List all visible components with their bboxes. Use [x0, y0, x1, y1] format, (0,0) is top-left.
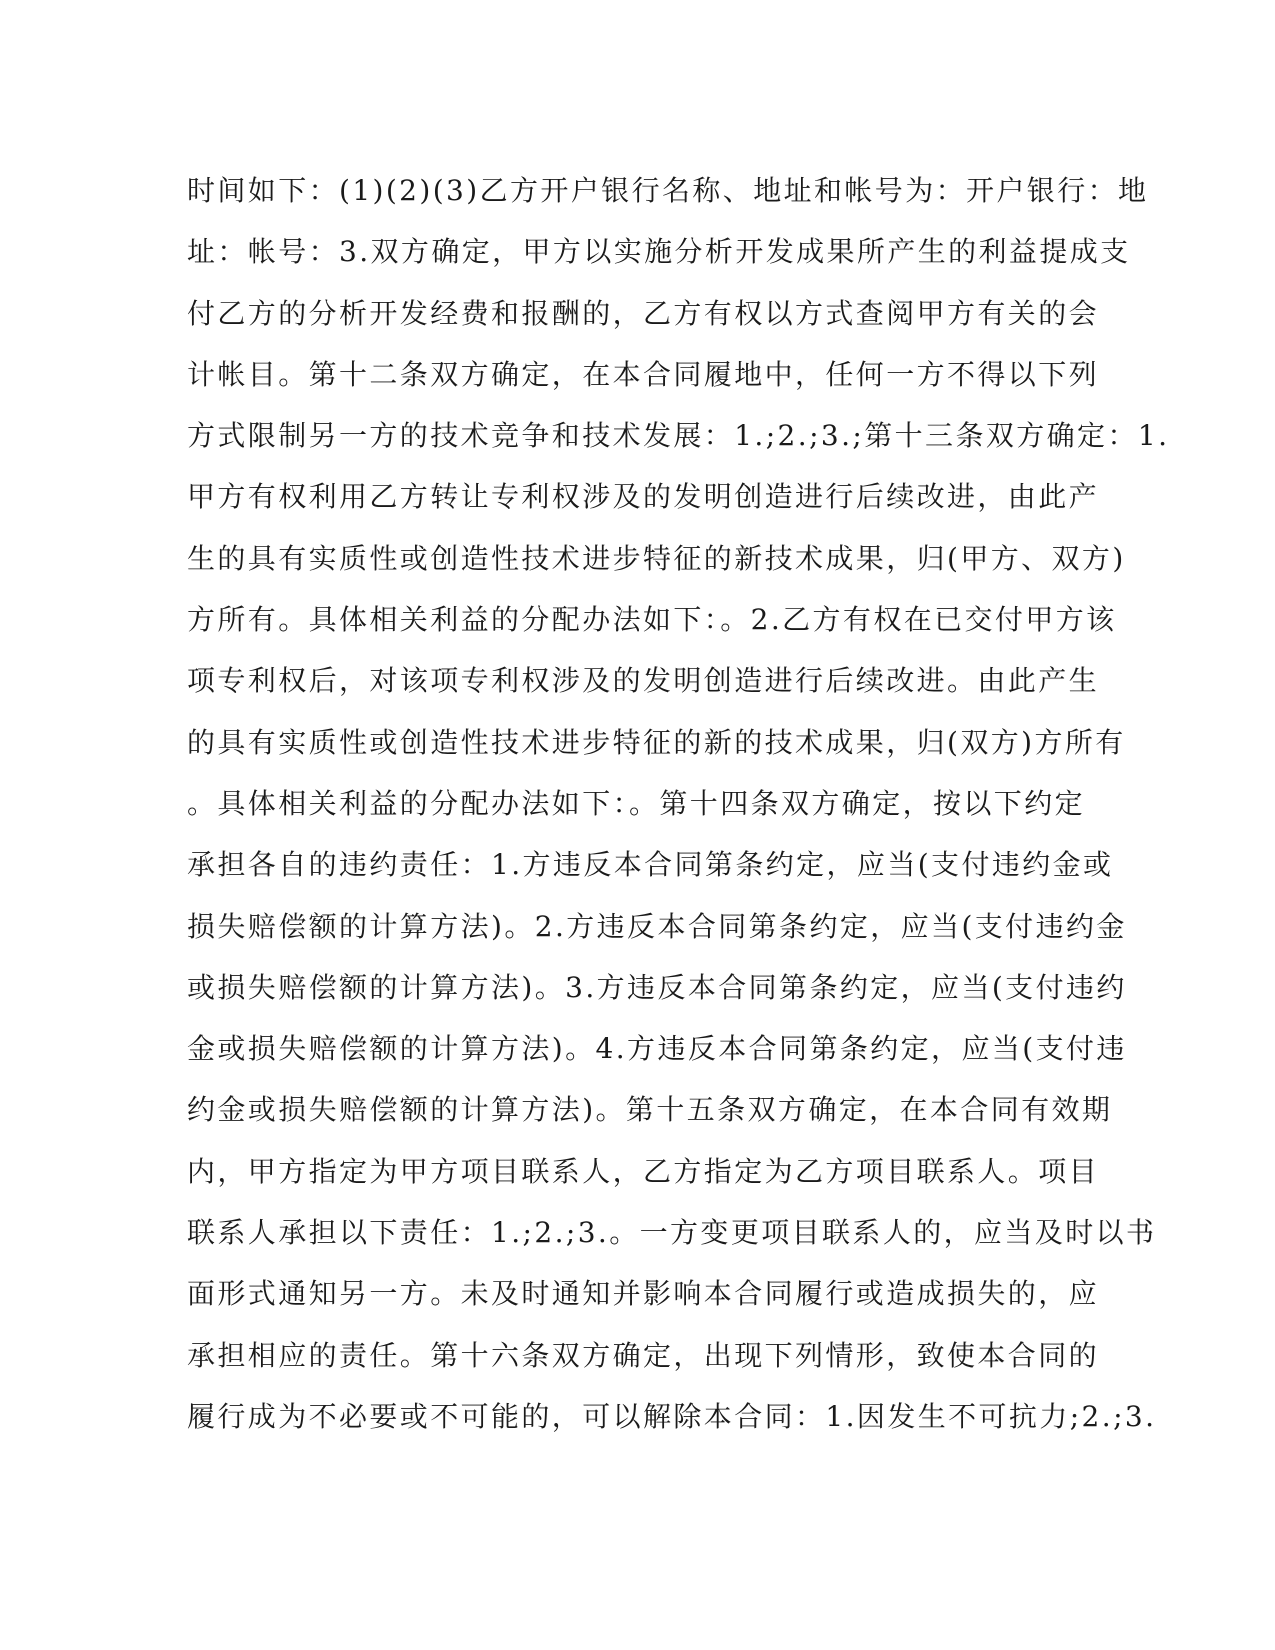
- text-line: 履行成为不必要或不可能的，可以解除本合同：1.因发生不可抗力;2.;3.: [187, 1399, 1157, 1433]
- text-line: 甲方有权利用乙方转让专利权涉及的发明创造进行后续改进，由此产: [187, 480, 1100, 514]
- text-line: 面形式通知另一方。未及时通知并影响本合同履行或造成损失的，应: [187, 1277, 1100, 1311]
- text-line: 承担相应的责任。第十六条双方确定，出现下列情形，致使本合同的: [187, 1338, 1100, 1372]
- text-line: 址：帐号：3.双方确定，甲方以实施分析开发成果所产生的利益提成支: [187, 235, 1131, 269]
- contract-body-text: [187, 160, 1170, 1447]
- text-line: 内，甲方指定为甲方项目联系人，乙方指定为乙方项目联系人。项目: [187, 1154, 1100, 1188]
- text-line: 约金或损失赔偿额的计算方法)。第十五条双方确定，在本合同有效期: [187, 1093, 1113, 1127]
- text-line: 方式限制另一方的技术竞争和技术发展：1.;2.;3.;第十三条双方确定：1.: [187, 419, 1170, 453]
- text-line: 联系人承担以下责任：1.;2.;3.。一方变更项目联系人的，应当及时以书: [187, 1216, 1157, 1250]
- text-line: 时间如下：(1)(2)(3)乙方开户银行名称、地址和帐号为：开户银行：地: [187, 174, 1149, 207]
- text-line: 或损失赔偿额的计算方法)。3.方违反本合同第条约定，应当(支付违约: [187, 970, 1127, 1004]
- text-line: 计帐目。第十二条双方确定，在本合同履地中，任何一方不得以下列: [187, 357, 1100, 391]
- text-line: 金或损失赔偿额的计算方法)。4.方违反本合同第条约定，应当(支付违: [187, 1032, 1127, 1066]
- text-line: 付乙方的分析开发经费和报酬的，乙方有权以方式查阅甲方有关的会: [187, 296, 1100, 330]
- text-line: 项专利权后，对该项专利权涉及的发明创造进行后续改进。由此产生: [187, 664, 1100, 698]
- text-line: 。具体相关利益的分配办法如下：。第十四条双方确定，按以下约定: [187, 786, 1086, 820]
- text-line: 的具有实质性或创造性技术进步特征的新的技术成果，归(双方)方所有: [187, 725, 1126, 759]
- text-line: 生的具有实质性或创造性技术进步特征的新技术成果，归(甲方、双方): [187, 541, 1126, 575]
- text-line: 承担各自的违约责任：1.方违反本合同第条约定，应当(支付违约金或: [187, 848, 1114, 882]
- text-line: 方所有。具体相关利益的分配办法如下：。2.乙方有权在已交付甲方该: [187, 603, 1117, 637]
- text-line: 损失赔偿额的计算方法)。2.方违反本合同第条约定，应当(支付违约金: [187, 909, 1127, 943]
